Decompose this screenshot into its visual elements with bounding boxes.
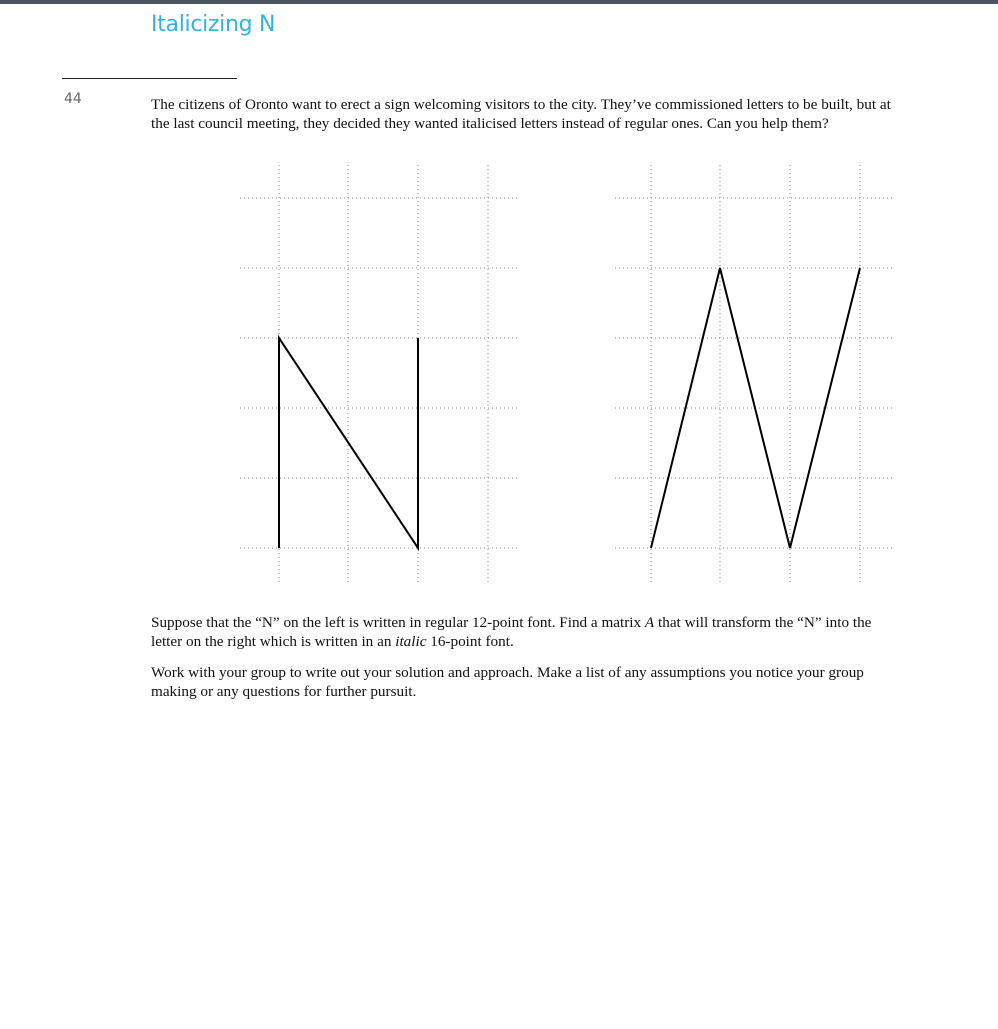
top-bar: [0, 0, 998, 4]
left-grid: [240, 165, 520, 585]
problem-intro: The citizens of Oronto want to erect a sign welcoming visitors to the city. They’ve commissioned letters to be built, but at the last council meeting, they decided they wanted italicised letters instead of regular ones. Can you help them?: [151, 96, 891, 132]
question-text-c: 16-point font.: [426, 633, 514, 650]
problem-instructions: Work with your group to write out your solution and approach. Make a list of any assumptions you notice your group making or any questions for further pursuit.: [151, 664, 864, 700]
section-rule: [62, 78, 237, 79]
letter-figure-svg: [230, 160, 910, 590]
italic-word: italic: [395, 633, 427, 650]
question-text-b: that will transform the “N” into the letter on the right which is written in an: [151, 614, 872, 650]
page-title: Italicizing N: [151, 12, 276, 37]
letter-figure: [230, 160, 910, 590]
problem-question: [151, 613, 903, 651]
italic-n-letter: [651, 268, 860, 548]
matrix-variable: A: [644, 614, 655, 631]
problem-number: 44: [64, 91, 82, 107]
question-text-a: Suppose that the “N” on the left is written in regular 12-point font. Find a matrix: [151, 614, 645, 631]
